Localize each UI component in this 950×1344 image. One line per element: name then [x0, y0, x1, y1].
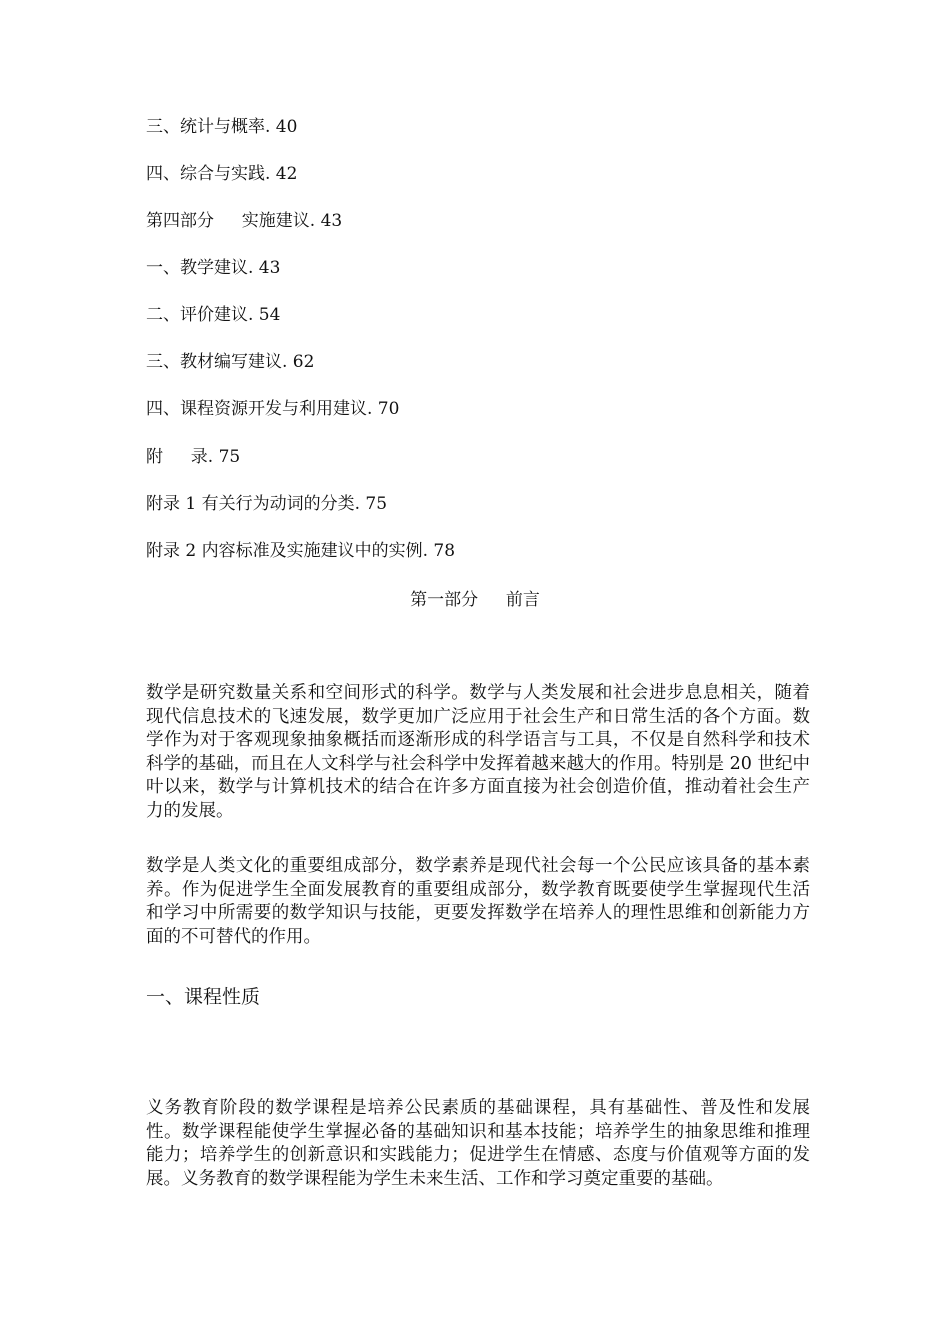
toc-entry: 附录 1 有关行为动词的分类. 75: [146, 494, 388, 514]
toc-entry: 四、课程资源开发与利用建议. 70: [146, 399, 400, 419]
toc-entry: 一、教学建议. 43: [146, 258, 281, 278]
section-heading: 一、课程性质: [146, 986, 261, 1008]
toc-entry: 四、综合与实践. 42: [146, 164, 298, 184]
toc-entry: 附 录. 75: [146, 447, 241, 467]
body-paragraph: 数学是研究数量关系和空间形式的科学。数学与人类发展和社会进步息息相关，随着现代信息技术的飞速发展，数学更加广泛应用于社会生产和日常生活的各个方面。数学作为对于客观现象抽象概括而逐渐形成的科学语言与工具，不仅是自然科学和技术科学的基础，而且在人文科学与社会科学中发挥着越来越大的作用。特别是 20 世纪中叶以来，数学与计算机技术的结合在许多方面直接为社会创造价值，推动着社会生产力的发展。: [146, 683, 810, 821]
toc-entry: 附录 2 内容标准及实施建议中的实例. 78: [146, 541, 456, 561]
toc-entry: 二、评价建议. 54: [146, 305, 281, 325]
body-paragraph: 数学是人类文化的重要组成部分，数学素养是现代社会每一个公民应该具备的基本素养。作为促进学生全面发展教育的重要组成部分，数学教育既要使学生掌握现代生活和学习中所需要的数学知识与技能，更要发挥数学在培养人的理性思维和创新能力方面的不可替代的作用。: [146, 856, 810, 947]
toc-entry: 三、教材编写建议. 62: [146, 352, 315, 372]
toc-entry: 三、统计与概率. 40: [146, 117, 298, 137]
body-paragraph: 义务教育阶段的数学课程是培养公民素质的基础课程，具有基础性、普及性和发展性。数学课程能使学生掌握必备的基础知识和基本技能；培养学生的抽象思维和推理能力；培养学生的创新意识和实践能力；促进学生在情感、态度与价值观等方面的发展。义务教育的数学课程能为学生未来生活、工作和学习奠定重要的基础。: [146, 1098, 810, 1189]
toc-entry: 第四部分 实施建议. 43: [146, 211, 343, 231]
part-title: 第一部分 前言: [410, 590, 540, 610]
